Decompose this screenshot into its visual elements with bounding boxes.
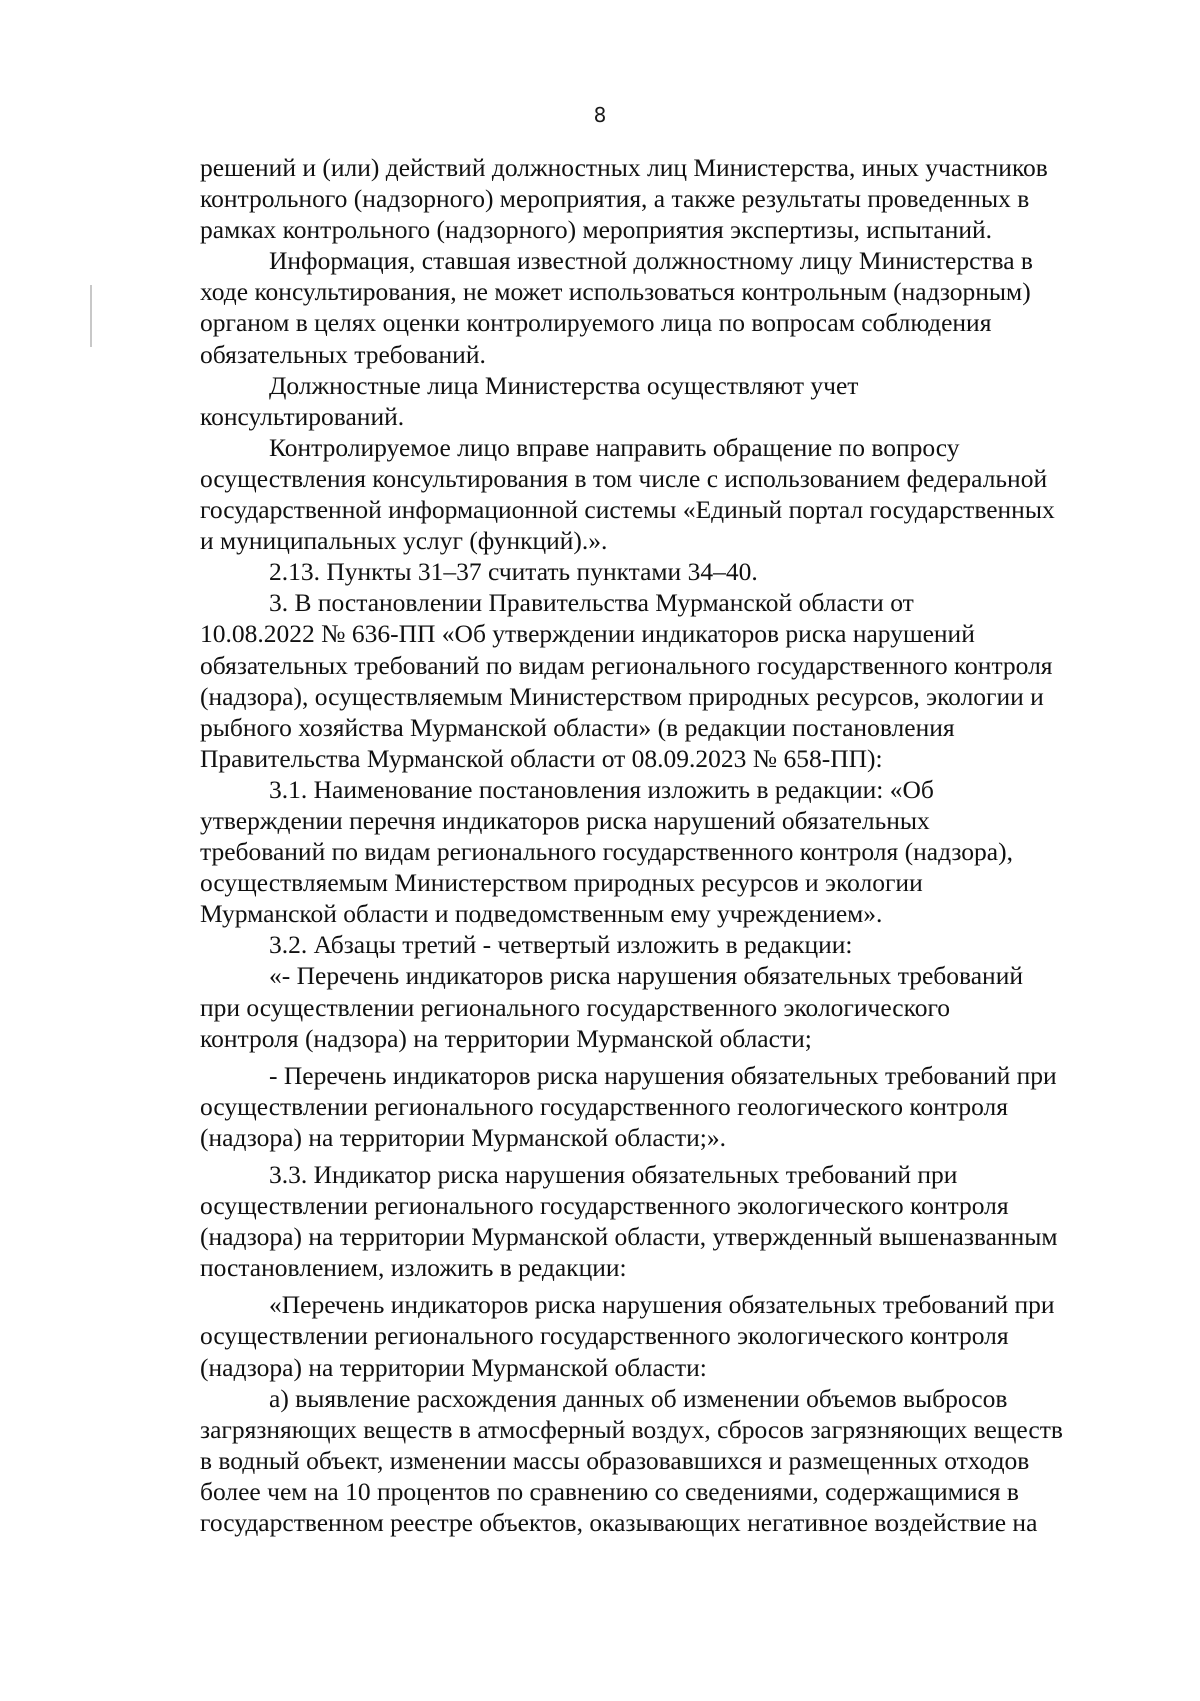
paragraph: Контролируемое лицо вправе направить обращение по вопросу осуществления консультирования в том числе с использованием федеральной государственной информационной системы «Единый портал государственных и муниципальных услуг (функций).». [200, 432, 1055, 556]
paragraph: а) выявление расхождения данных об изменении объемов выбросов загрязняющих веществ в атмосферный воздух, сбросов загрязняющих веществ в водный объект, изменении массы образовавшихся и размещенных отходов более чем на 10 процентов по сравнению со сведениями, содержащимися в государственном реестре объектов, оказывающих негативное воздействие на [200, 1383, 1063, 1538]
paragraph: 2.13. Пункты 31–37 считать пунктами 34–40. [269, 557, 758, 587]
paragraph: Должностные лица Министерства осуществляют учет консультирований. [200, 370, 859, 431]
scan-margin-mark [90, 285, 92, 347]
paragraph: Информация, ставшая известной должностному лицу Министерства в ходе консультирования, не может использоваться контрольным (надзорным) органом в целях оценки контролируемого лица по вопросам соблюдения обязательных требований. [200, 246, 1033, 369]
document-body [200, 152, 1114, 1538]
paragraph: 3.2. Абзацы третий - четвертый изложить в редакции: [269, 930, 853, 960]
paragraph: - Перечень индикаторов риска нарушения обязательных требований при осуществлении регионального государственного геологического контроля (надзора) на территории Мурманской области;». [200, 1060, 1057, 1152]
paragraph: 3.1. Наименование постановления изложить в редакции: «Об утверждении перечня индикаторов риска нарушений обязательных требований по видам регионального государственного контроля (надзора), осуществляемым Министерством природных ресурсов и экологии Мурманской области и подведомственным ему учреждением». [200, 774, 1013, 929]
paragraph: «Перечень индикаторов риска нарушения обязательных требований при осуществлении регионального государственного экологического контроля (надзора) на территории Мурманской области: [200, 1290, 1055, 1382]
paragraph: «- Перечень индикаторов риска нарушения обязательных требований при осуществлении регионального государственного экологического контроля (надзора) на территории Мурманской области; [200, 961, 1023, 1053]
paragraph: 3. В постановлении Правительства Мурманской области от 10.08.2022 № 636-ПП «Об утверждении индикаторов риска нарушений обязательных требований по видам регионального государственного контроля (надзора), осуществляемым Министерством природных ресурсов, экологии и рыбного хозяйства Мурманской области» (в редакции постановления Правительства Мурманской области от 08.09.2023 № 658-ПП): [200, 588, 1053, 773]
paragraph: 3.3. Индикатор риска нарушения обязательных требований при осуществлении регионального государственного экологического контроля (надзора) на территории Мурманской области, утвержденный вышеназванным постановлением, изложить в редакции: [200, 1160, 1058, 1283]
page-number: 8 [593, 103, 607, 127]
paragraph: решений и (или) действий должностных лиц Министерства, иных участников контрольного (надзорного) мероприятия, а также результаты проведенных в рамках контрольного (надзорного) мероприятия экспертизы, испытаний. [200, 153, 1048, 245]
